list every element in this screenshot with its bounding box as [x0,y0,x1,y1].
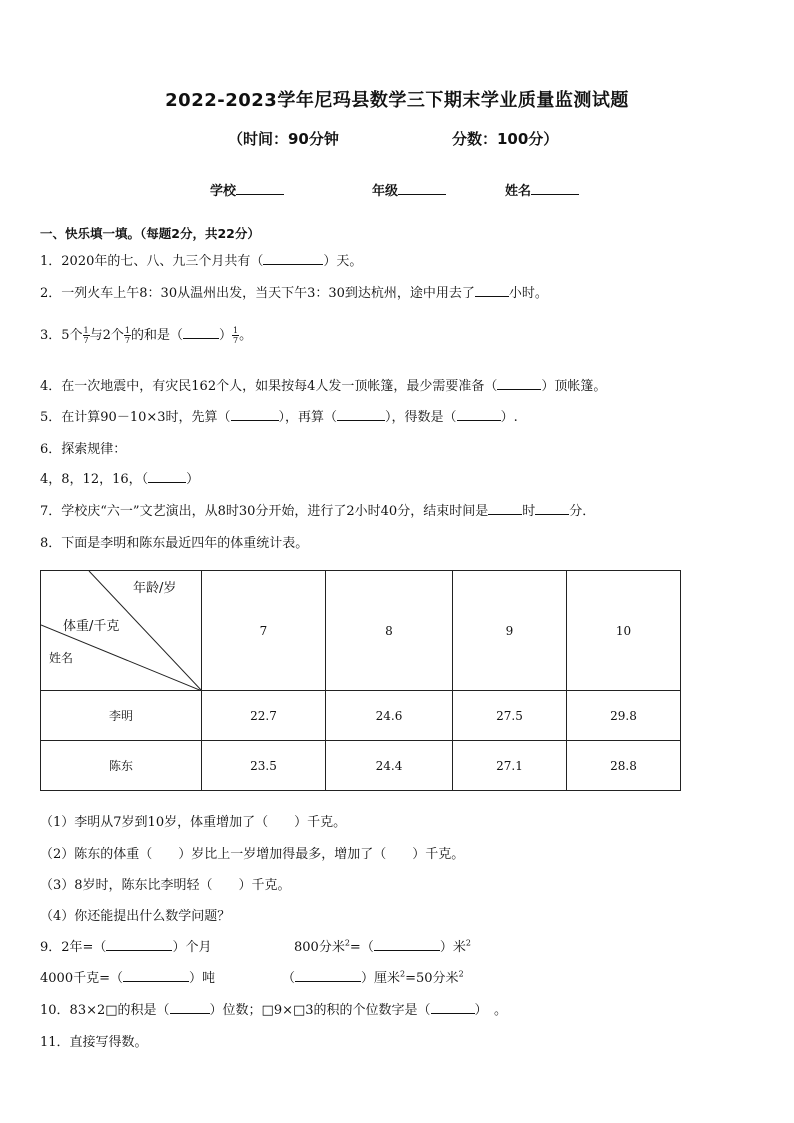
question-6: 6．探索规律： [40,442,127,457]
q5-blank-3[interactable] [457,408,501,421]
header-weight-label: 体重/千克 [63,619,120,634]
q1-blank[interactable] [263,252,323,265]
question-8-sub2: （2）陈东的体重（ ）岁比上一岁增加得最多，增加了（ ）千克。 [40,847,465,862]
header-age-label: 年龄/岁 [133,581,177,596]
q3-text-c: 的和是（ [131,328,184,343]
q7-text-b: 时 [522,504,536,519]
weight-table [40,570,681,791]
question-2 [40,282,548,301]
fraction-2-denominator: 7 [124,336,131,345]
q5-blank-2[interactable] [337,408,385,421]
school-label: 学校 [210,184,237,199]
q4-text-end: ）顶帐篷。 [541,379,607,394]
q5-text-b: ），再算（ [278,410,338,425]
fraction-3-numerator: 1 [233,326,239,335]
exam-time: （时间：90分钟 [228,130,339,148]
question-8: 8．下面是李明和陈东最近四年的体重统计表。 [40,536,309,551]
q10-text-a: 10．83×2□的积是（ [40,1003,170,1018]
q9-text-d1: （ [282,971,296,986]
question-9-line1 [40,936,211,955]
question-9-line2-right [282,967,464,986]
q3-text-d: ） [219,328,233,343]
q1-text: 1．2020年的七、八、九三个月共有（ [40,254,264,269]
fraction-1-numerator: 1 [83,326,89,335]
table-row [41,691,681,741]
q9-text-b2: =（ [349,940,374,955]
weight-cell: 29.8 [567,691,681,741]
grade-label: 年级 [372,184,399,199]
exam-score: 分数：100分） [452,130,559,148]
q4-blank[interactable] [497,377,541,390]
q5-text-a: 5．在计算90－10×3时，先算（ [40,410,231,425]
age-header-cell: 10 [567,571,681,691]
weight-cell: 24.6 [326,691,453,741]
question-8-sub3: （3）8岁时，陈东比李明轻（ ）千克。 [40,878,291,893]
q6-blank[interactable] [148,470,186,483]
fraction-1 [83,326,90,345]
row-name-cell: 李明 [41,691,202,741]
q10-text-c: ） 。 [474,1003,508,1018]
q7-blank-minute[interactable] [535,502,569,515]
q9-text-a2: ）个月 [172,940,212,955]
q1-text-end: ）天。 [323,254,363,269]
q5-blank-1[interactable] [231,408,279,421]
q5-text-d: ）. [500,410,518,425]
weight-table-wrap [40,570,680,790]
fraction-2 [124,326,131,345]
q5-text-c: ），得数是（ [385,410,457,425]
name-label: 姓名 [505,184,532,199]
fraction-3-denominator: 7 [233,336,239,345]
q2-text-end: 小时。 [508,286,548,301]
q9-text-b1: 800分米 [294,940,345,955]
q10-blank-1[interactable] [170,1001,210,1014]
table-header-row [41,571,681,691]
weight-cell: 22.7 [202,691,326,741]
q3-text-e: 。 [239,328,253,343]
grade-blank[interactable] [398,181,446,195]
header-name-label: 姓名 [49,651,74,665]
q9-blank-1[interactable] [106,938,172,951]
q6-text-end: ） [186,472,200,487]
q9-sup-d: 2 [400,969,406,979]
weight-cell: 28.8 [567,741,681,791]
q6-sequence-text: 4，8，12，16，（ [40,472,149,487]
grade-field[interactable] [372,180,446,199]
name-field[interactable] [505,180,579,199]
q2-text: 2．一列火车上午8：30从温州出发，当天下午3：30到达杭州，途中用去了 [40,286,475,301]
weight-cell: 23.5 [202,741,326,791]
question-4 [40,375,606,394]
q3-blank[interactable] [183,326,219,339]
table-row [41,741,681,791]
question-6-sequence [40,468,199,487]
q4-text: 4．在一次地震中，有灾民162个人，如果按每4人发一顶帐篷，最少需要准备（ [40,379,498,394]
q7-text-a: 7．学校庆“六一”文艺演出，从8时30分开始，进行了2小时40分，结束时间是 [40,504,489,519]
q10-text-b: ）位数；□9×□3的积的个位数字是（ [209,1003,431,1018]
q9-text-c1: 4000千克=（ [40,971,123,986]
age-header-cell: 7 [202,571,326,691]
q2-blank[interactable] [475,284,509,297]
age-header-cell: 9 [453,571,567,691]
q9-text-c2: ）吨 [188,971,215,986]
weight-cell: 27.1 [453,741,567,791]
q9-sup-d3: 2 [458,969,464,979]
row-name-cell: 陈东 [41,741,202,791]
q9-blank-4[interactable] [295,969,361,982]
q9-text-d3: =50分米 [405,971,459,986]
question-5 [40,406,518,425]
q9-blank-3[interactable] [123,969,189,982]
q9-sup-b3: 2 [465,938,471,948]
question-10 [40,999,507,1018]
diagonal-header-cell [41,571,202,691]
q9-blank-2[interactable] [374,938,440,951]
section-heading: 一、快乐填一填。（每题2分，共22分） [40,226,260,241]
page-title: 2022-2023学年尼玛县数学三下期末学业质量监测试题 [165,90,629,111]
q3-text-a: 3．5个 [40,328,83,343]
school-field[interactable] [210,180,284,199]
question-8-sub4: （4）你还能提出什么数学问题？ [40,909,231,924]
question-8-sub1: （1）李明从7岁到10岁，体重增加了（ ）千克。 [40,815,347,830]
question-3 [40,324,252,345]
weight-cell: 27.5 [453,691,567,741]
question-11: 11．直接写得数。 [40,1035,148,1050]
q7-blank-hour[interactable] [488,502,522,515]
school-blank[interactable] [236,181,284,195]
question-9-line1-right [294,936,471,955]
name-blank[interactable] [531,181,579,195]
question-7 [40,500,595,519]
q10-blank-2[interactable] [431,1001,475,1014]
q9-sup-b: 2 [344,938,350,948]
q9-text-a1: 9．2年=（ [40,940,107,955]
age-header-cell: 8 [326,571,453,691]
question-1 [40,250,362,269]
fraction-1-denominator: 7 [83,336,89,345]
weight-cell: 24.4 [326,741,453,791]
q3-text-b: 与2个 [89,328,124,343]
q9-text-d2: ）厘米 [361,971,401,986]
q9-text-b3: ）米 [439,940,466,955]
question-9-line2 [40,967,215,986]
q7-text-c: 分． [569,504,596,519]
fraction-2-numerator: 1 [124,326,131,335]
